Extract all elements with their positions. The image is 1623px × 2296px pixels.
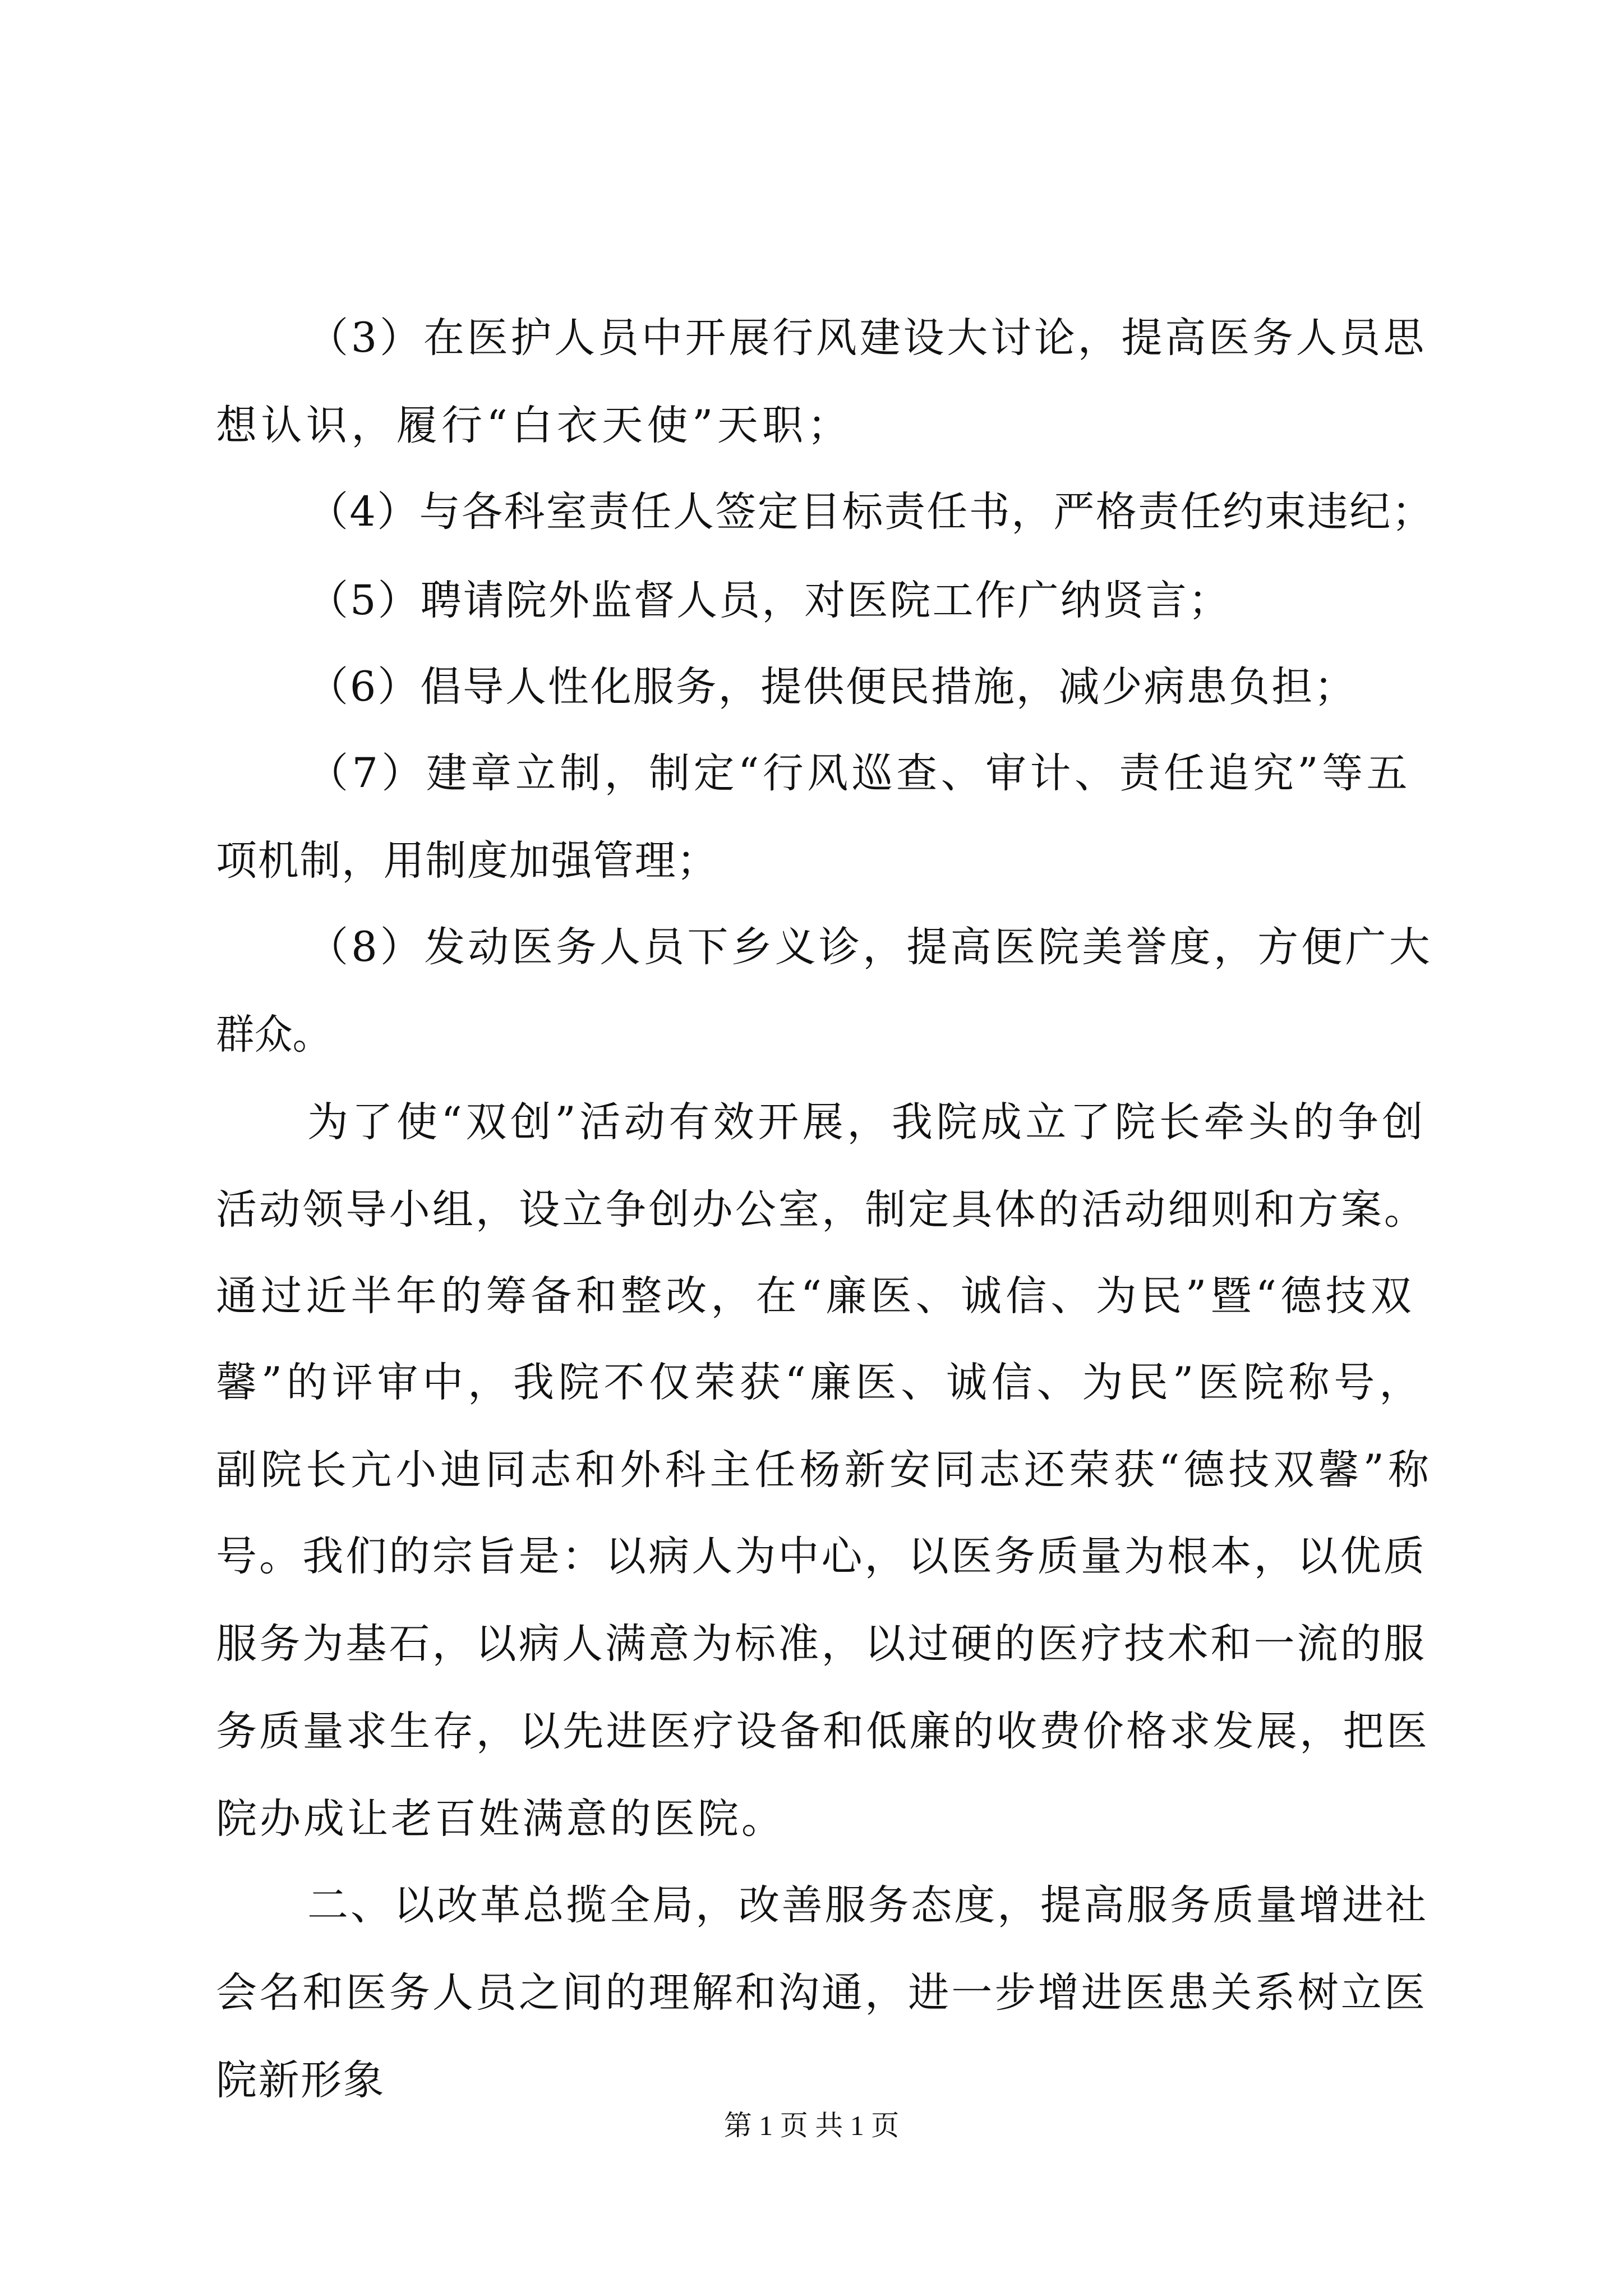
- body-line: 想认识，履行“白衣天使”天职；: [216, 402, 852, 449]
- body-line: 馨”的评审中，我院不仅荣获“廉医、诚信、为民”医院称号，: [216, 1359, 1424, 1406]
- body-line: 服务为基石，以病人满意为标准，以过硬的医疗技术和一流的服: [216, 1620, 1427, 1668]
- body-line: 群众。: [216, 1011, 331, 1059]
- body-line: 院新形象: [216, 2056, 385, 2104]
- body-line: 二、以改革总揽全局，改善服务态度，提高服务质量增进社: [307, 1881, 1428, 1929]
- body-line: 会名和医务人员之间的理解和沟通，进一步增进医患关系树立医: [216, 1969, 1427, 2017]
- page-number-footer: 第 1 页 共 1 页: [723, 2110, 900, 2141]
- body-line: 院办成让老百姓满意的医院。: [216, 1795, 785, 1843]
- body-line: （5）聘请院外监督人员，对医院工作广纳贤言；: [307, 577, 1231, 624]
- body-line: （4）与各科室责任人签定目标责任书，严格责任约束违纪；: [307, 488, 1434, 536]
- body-line: 活动领导小组，设立争创办公室，制定具体的活动细则和方案。: [216, 1186, 1427, 1234]
- body-line: （8）发动医务人员下乡义诊，提高医院美誉度，方便广大: [307, 923, 1433, 971]
- body-line: （7）建章立制，制定“行风巡查、审计、责任追究”等五: [307, 749, 1411, 797]
- body-line: （6）倡导人性化服务，提供便民措施，减少病患负担；: [307, 663, 1357, 711]
- body-line: 项机制，用制度加强管理；: [216, 837, 718, 885]
- body-line: 为了使“双创”活动有效开展，我院成立了院长牵头的争创: [307, 1098, 1427, 1146]
- body-line: 号。我们的宗旨是：以病人为中心，以医务质量为根本，以优质: [216, 1533, 1427, 1580]
- body-line: （3）在医护人员中开展行风建设大讨论，提高医务人员思: [307, 314, 1427, 362]
- body-line: 通过近半年的筹备和整改，在“廉医、诚信、为民”暨“德技双: [216, 1272, 1415, 1320]
- body-line: 务质量求生存，以先进医疗设备和低廉的收费价格求发展，把医: [216, 1708, 1430, 1755]
- body-line: 副院长亢小迪同志和外科主任杨新安同志还荣获“德技双馨”称: [216, 1446, 1433, 1494]
